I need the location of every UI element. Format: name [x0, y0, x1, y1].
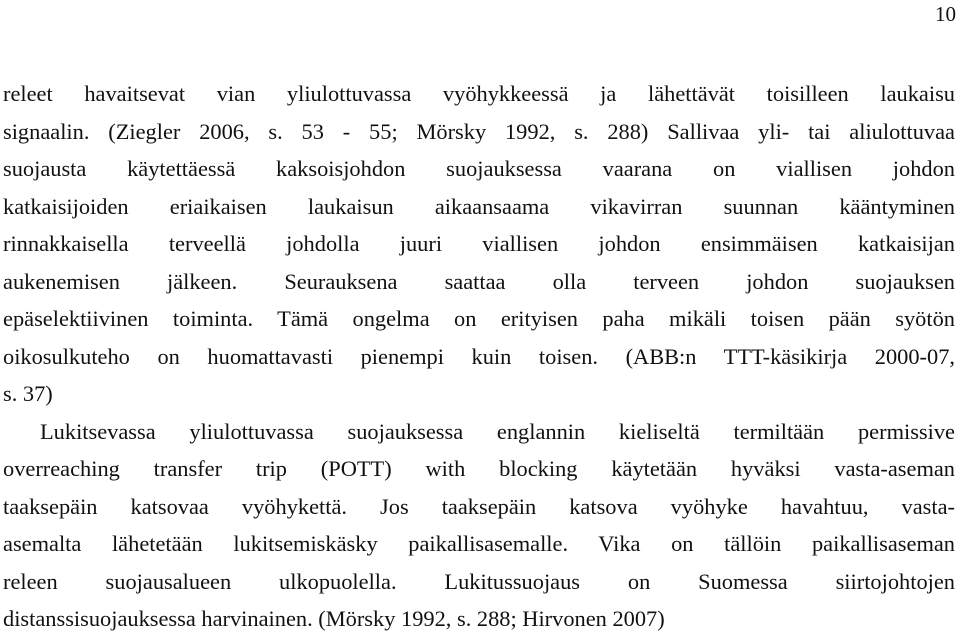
text-line: rinnakkaisella terveellä johdolla juuri viallisen johdon ensimmäisen katkaisijan — [3, 231, 955, 256]
paragraph-1 — [3, 75, 955, 413]
paragraph-2 — [3, 413, 955, 638]
text-line: aukenemisen jälkeen. Seurauksena saattaa olla terveen johdon suojauksen — [3, 268, 955, 294]
text-line: Lukitsevassa yliulottuvassa suojauksessa englannin kieliseltä termiltään permissive — [40, 418, 955, 444]
text-line: asemalta lähetetään lukitsemiskäsky paikallisasemalle. Vika on tällöin paikallisaseman — [3, 531, 955, 556]
text-line: katkaisijoiden eriaikaisen laukaisun aikaansaama vikavirran suunnan kääntyminen — [3, 193, 955, 219]
text-line: epäselektiivinen toiminta. Tämä ongelma on erityisen paha mikäli toisen pään syötön — [3, 306, 955, 331]
text-line: oikosulkuteho on huomattavasti pienempi kuin toisen. (ABB:n TTT-käsikirja 2000-07, — [3, 343, 955, 369]
text-line: s. 37) — [3, 381, 53, 406]
text-line: signaalin. (Ziegler 2006, s. 53 - 55; Mörsky 1992, s. 288) Sallivaa yli- tai aliulottuvaa — [3, 118, 955, 144]
text-line: releet havaitsevat vian yliulottuvassa vyöhykkeessä ja lähettävät toisilleen laukaisu — [3, 81, 955, 106]
text-line: releen suojausalueen ulkopuolella. Lukitussuojaus on Suomessa siirtojohtojen — [3, 568, 955, 594]
text-line: overreaching transfer trip (POTT) with blocking käytetään hyväksi vasta-aseman — [3, 456, 955, 481]
text-line: distanssisuojauksessa harvinainen. (Mörsky 1992, s. 288; Hirvonen 2007) — [3, 606, 665, 631]
document-body — [3, 75, 955, 638]
page-number: 10 — [935, 2, 956, 26]
text-line: taaksepäin katsovaa vyöhykettä. Jos taaksepäin katsova vyöhyke havahtuu, vasta- — [3, 493, 955, 519]
text-line: suojausta käytettäessä kaksoisjohdon suojauksessa vaarana on viallisen johdon — [3, 156, 955, 181]
